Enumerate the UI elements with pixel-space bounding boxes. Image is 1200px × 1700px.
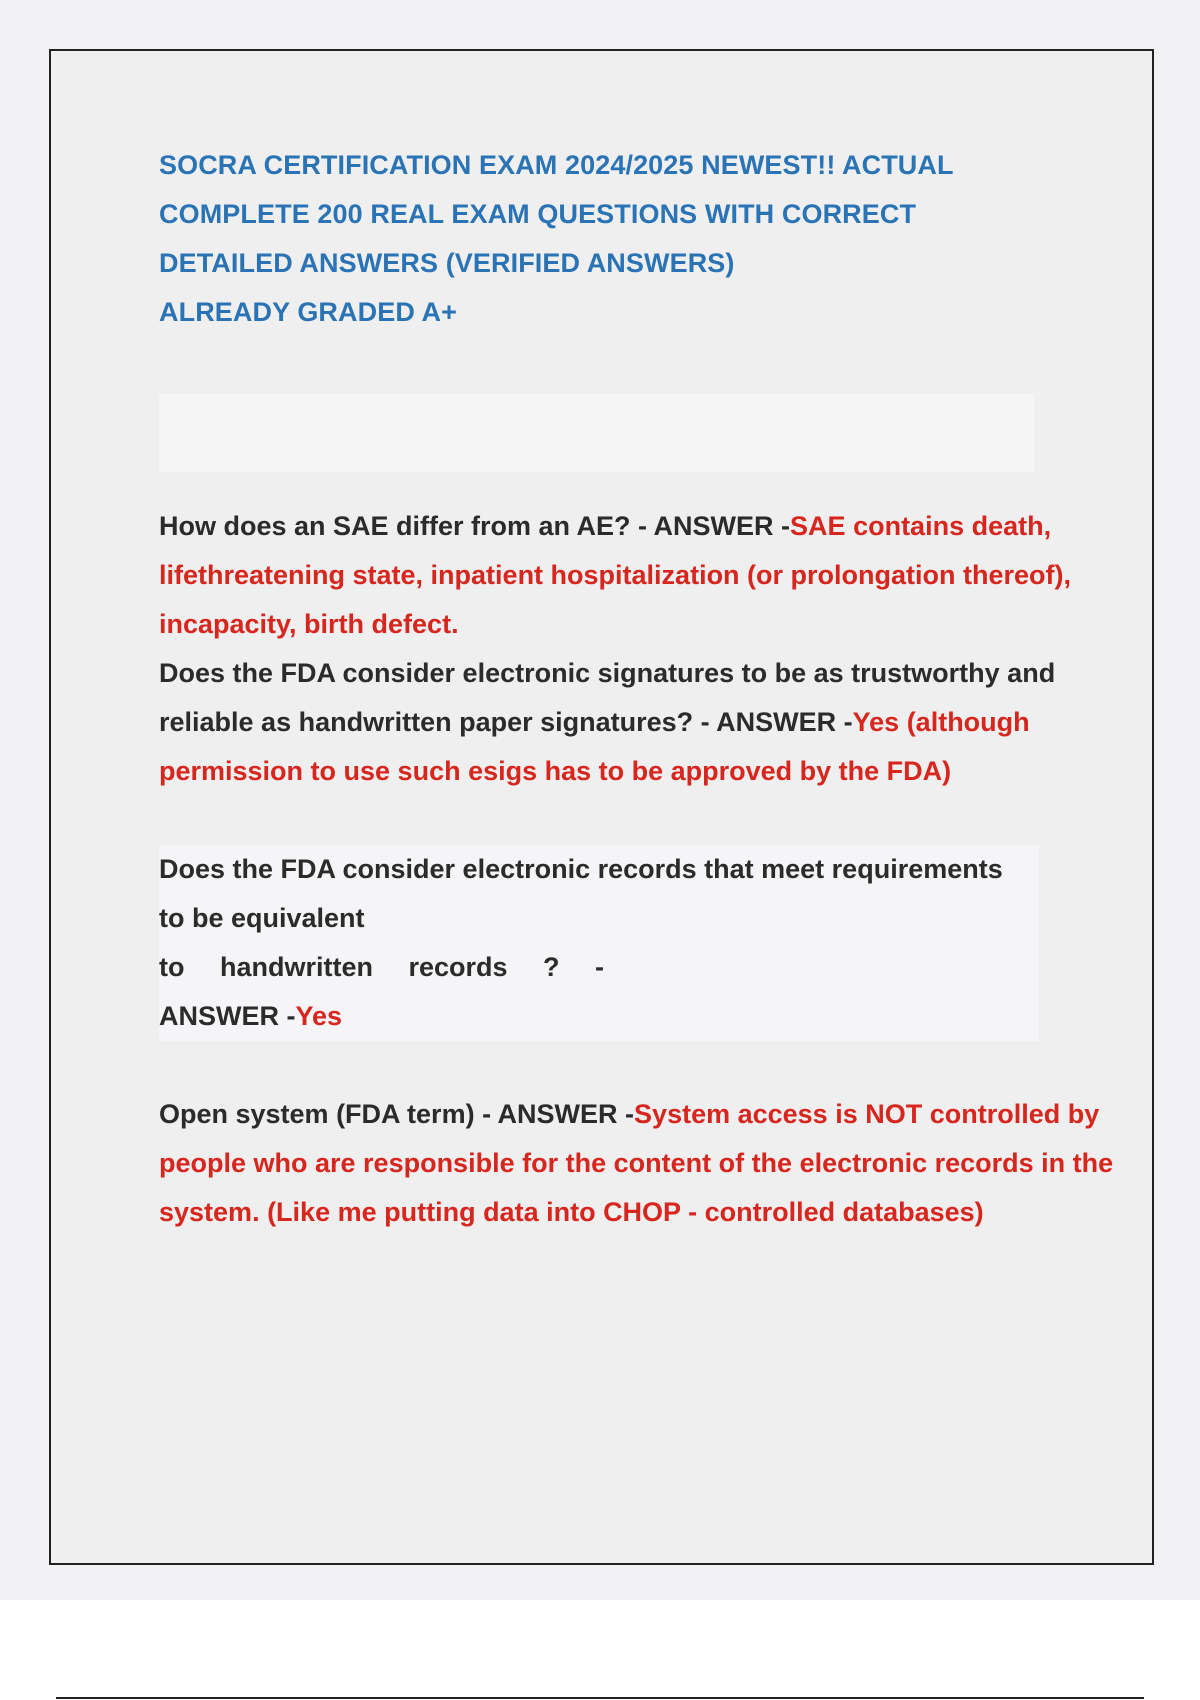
page-divider [56, 1697, 1144, 1699]
answer-text: SAE contains death, lifethreatening state, inpatient hospitalization (or prolongation thereof), incapacity, birth defect. [159, 511, 1072, 639]
document-page [49, 49, 1154, 1565]
question-text: Does the FDA consider electronic records that meet requirements [159, 854, 1003, 884]
word: records [408, 952, 508, 982]
word: handwritten [219, 952, 373, 982]
question-text-justified [159, 943, 604, 992]
answer-text: System access is NOT controlled by people who are responsible for the content of the electronic records in the system. (Like me putting data into CHOP - controlled databases) [159, 1099, 1114, 1227]
title-line: SOCRA CERTIFICATION EXAM 2024/2025 NEWEST!! ACTUAL [159, 150, 954, 180]
title-line: ALREADY GRADED A+ [159, 297, 457, 327]
word: - [594, 952, 604, 982]
word: ? [543, 952, 560, 982]
answer-text: Yes [295, 1001, 343, 1031]
answer-text: Yes (although permission to use such esigs has to be approved by the FDA) [159, 707, 1030, 786]
qa-item-open-system [159, 1090, 1119, 1237]
next-page-area [0, 1600, 1200, 1700]
blank-region [159, 394, 1034, 472]
qa-item-electronic-records [159, 845, 1039, 1041]
question-text: Open system (FDA term) - ANSWER - [159, 1099, 635, 1129]
question-text: to be equivalent [159, 903, 365, 933]
document-content [159, 141, 1119, 1237]
question-text: How does an SAE differ from an AE? - ANSWER - [159, 511, 791, 541]
title-line: COMPLETE 200 REAL EXAM QUESTIONS WITH CORRECT [159, 199, 917, 229]
qa-item-sae [159, 502, 1119, 796]
document-title [159, 141, 1119, 337]
word: to [159, 952, 185, 982]
question-text: ANSWER - [159, 1001, 296, 1031]
title-line: DETAILED ANSWERS (VERIFIED ANSWERS) [159, 248, 735, 278]
question-text: Does the FDA consider electronic signatures to be as trustworthy and reliable as handwritten paper signatures? - ANSWER - [159, 658, 1056, 737]
